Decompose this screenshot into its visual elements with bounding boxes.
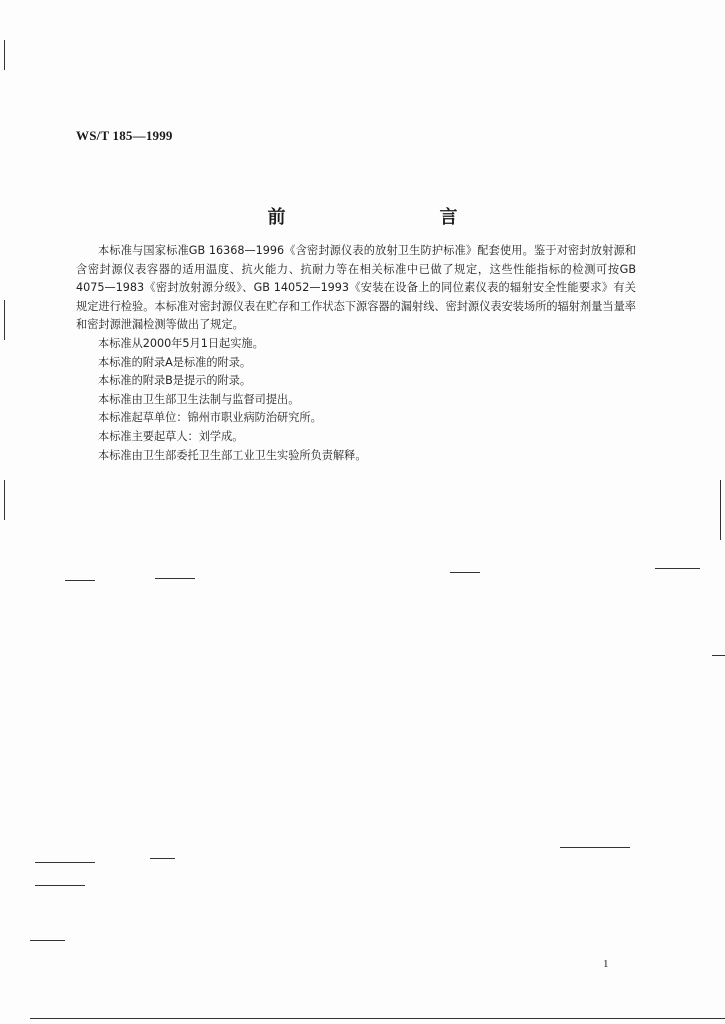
paragraph: 本标准与国家标准GB 16368—1996《含密封源仪表的放射卫生防护标准》配套使用。鉴于对密封放射源和含密封源仪表容器的适用温度、抗火能力、抗耐力等在相关标准中已做了规定，这些性能指标的检测可按GB 4075—1983《密封放射源分级》、GB 14052—1993《安装在设备上的同位素仪表的辐射安全性能要求》有关规定进行检验。本标准对密封源仪表在贮存和工作状态下源容器的漏射线、密封源仪表安装场所的辐射剂量当量率和密封源泄漏检测等做出了规定。 (76, 244, 636, 332)
scan-mark (65, 580, 95, 581)
scan-mark (712, 655, 725, 656)
scan-mark (30, 940, 65, 941)
scan-mark (150, 858, 175, 859)
paragraph: 本标准由卫生部委托卫生部工业卫生实验所负责解释。 (98, 448, 367, 462)
scan-mark (35, 885, 85, 886)
scan-mark (560, 847, 630, 848)
page-title: 前 言 (267, 207, 526, 228)
scan-mark (35, 862, 95, 863)
paragraph: 本标准起草单位：锦州市职业病防治研究所。 (98, 411, 322, 425)
paragraph: 本标准由卫生部卫生法制与监督司提出。 (98, 392, 300, 406)
standard-number: WS/T 185—1999 (76, 128, 173, 143)
paragraph: 本标准的附录A是标准的附录。 (98, 355, 252, 369)
scan-mark (4, 40, 5, 70)
scan-mark (450, 572, 480, 573)
scan-mark (30, 1018, 725, 1019)
scan-mark (155, 578, 195, 579)
scan-mark (4, 480, 5, 520)
page-number: 1 (603, 958, 609, 970)
paragraph: 本标准的附录B是提示的附录。 (98, 374, 252, 388)
paragraph: 本标准主要起草人：刘学成。 (98, 429, 244, 443)
scan-mark (4, 300, 5, 340)
paragraph: 本标准从2000年5月1日起实施。 (98, 336, 264, 350)
scan-mark (720, 480, 721, 540)
foreword-body (76, 242, 636, 465)
scan-mark (655, 568, 700, 569)
